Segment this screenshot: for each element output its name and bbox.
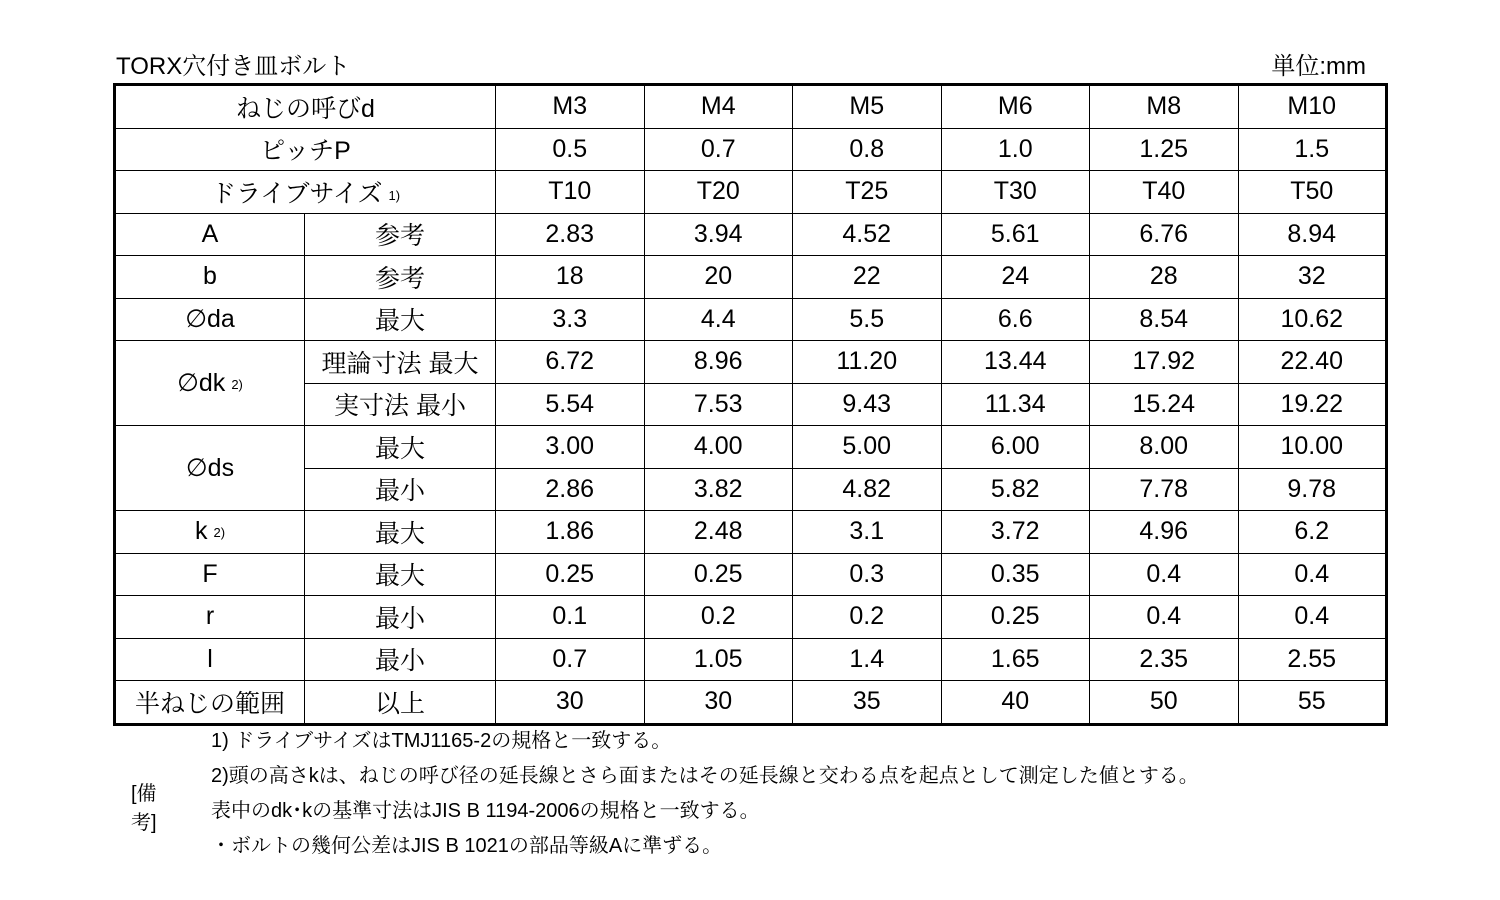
cell: 6.76 (1090, 213, 1239, 256)
cell: 0.4 (1090, 553, 1239, 596)
row-sublabel: 理論寸法 最大 (305, 341, 496, 384)
header-col: M3 (496, 85, 645, 129)
row-label: ∅ds (115, 426, 305, 511)
footnote-marker: 2) (231, 377, 243, 392)
cell: 3.82 (644, 468, 793, 511)
cell: 24 (941, 256, 1090, 299)
cell: 1.05 (644, 638, 793, 681)
cell: 32 (1238, 256, 1387, 299)
cell: 6.72 (496, 341, 645, 384)
cell: 20 (644, 256, 793, 299)
cell: 1.0 (941, 128, 1090, 171)
row-label (115, 511, 305, 554)
row-label: r (115, 596, 305, 639)
notes-label: [備考] (131, 783, 157, 834)
cell: 3.3 (496, 298, 645, 341)
row-sublabel: 最大 (305, 553, 496, 596)
cell: 7.53 (644, 383, 793, 426)
cell: 11.34 (941, 383, 1090, 426)
table-row (115, 213, 1387, 256)
table-row (115, 298, 1387, 341)
header-col: M5 (793, 85, 942, 129)
row-label: A (115, 213, 305, 256)
cell: 9.43 (793, 383, 942, 426)
note-line: 2)頭の高さkは、ねじの呼び径の延長線とさら面またはその延長線と交わる点を起点として測定した値とする。 (211, 765, 1199, 787)
cell: 0.25 (941, 596, 1090, 639)
note-line: 表中のdk･kの基準寸法はJIS B 1194-2006の規格と一致する。 (211, 800, 760, 822)
row-label: 半ねじの範囲 (115, 681, 305, 725)
cell: 5.54 (496, 383, 645, 426)
header-col: M8 (1090, 85, 1239, 129)
table-row (115, 511, 1387, 554)
cell: 30 (644, 681, 793, 725)
row-label-text: ∅dk (177, 369, 226, 397)
cell: 4.52 (793, 213, 942, 256)
cell: 2.35 (1090, 638, 1239, 681)
row-label: l (115, 638, 305, 681)
cell: T30 (941, 171, 1090, 214)
row-label: ピッチP (115, 128, 496, 171)
cell: 8.54 (1090, 298, 1239, 341)
cell: 2.48 (644, 511, 793, 554)
cell: 1.86 (496, 511, 645, 554)
cell: T20 (644, 171, 793, 214)
cell: T10 (496, 171, 645, 214)
cell: 0.25 (644, 553, 793, 596)
cell: 19.22 (1238, 383, 1387, 426)
note-line: 1) ドライブサイズはTMJ1165-2の規格と一致する。 (211, 730, 672, 752)
cell: 2.55 (1238, 638, 1387, 681)
cell: T50 (1238, 171, 1387, 214)
row-sublabel: 最小 (305, 638, 496, 681)
row-sublabel: 最小 (305, 596, 496, 639)
cell: 9.78 (1238, 468, 1387, 511)
cell: 4.82 (793, 468, 942, 511)
table-row (115, 681, 1387, 725)
cell: 17.92 (1090, 341, 1239, 384)
table-row (115, 426, 1387, 469)
cell: 6.00 (941, 426, 1090, 469)
spec-table (113, 83, 1388, 726)
row-sublabel: 最大 (305, 426, 496, 469)
cell: 0.25 (496, 553, 645, 596)
cell: 0.3 (793, 553, 942, 596)
cell: 8.00 (1090, 426, 1239, 469)
row-sublabel: 以上 (305, 681, 496, 725)
cell: 4.96 (1090, 511, 1239, 554)
header-col: M4 (644, 85, 793, 129)
footnote-marker: 1) (388, 187, 401, 203)
table-header-row (115, 85, 1387, 129)
row-label: F (115, 553, 305, 596)
cell: 3.72 (941, 511, 1090, 554)
cell: 0.35 (941, 553, 1090, 596)
cell: 10.00 (1238, 426, 1387, 469)
row-label-text: k (194, 517, 208, 546)
cell: 22 (793, 256, 942, 299)
row-sublabel: 実寸法 最小 (305, 383, 496, 426)
cell: 0.2 (644, 596, 793, 639)
header-col: M6 (941, 85, 1090, 129)
cell: 5.5 (793, 298, 942, 341)
cell: 30 (496, 681, 645, 725)
cell: 0.8 (793, 128, 942, 171)
cell: 6.2 (1238, 511, 1387, 554)
row-label-text: ドライブサイズ (210, 179, 383, 208)
row-sublabel: 参考 (305, 256, 496, 299)
row-sublabel: 最大 (305, 511, 496, 554)
cell: 4.00 (644, 426, 793, 469)
cell: T25 (793, 171, 942, 214)
row-sublabel: 最小 (305, 468, 496, 511)
table-row (115, 383, 1387, 426)
cell: 2.83 (496, 213, 645, 256)
cell: 35 (793, 681, 942, 725)
cell: 0.2 (793, 596, 942, 639)
cell: 11.20 (793, 341, 942, 384)
cell: 18 (496, 256, 645, 299)
note-line: ・ボルトの幾何公差はJIS B 1021の部品等級Aに準ずる。 (211, 835, 723, 857)
cell: 0.7 (644, 128, 793, 171)
header-col: M10 (1238, 85, 1387, 129)
footnote-marker: 2) (213, 525, 226, 541)
cell: 1.5 (1238, 128, 1387, 171)
table-row (115, 596, 1387, 639)
table-row (115, 638, 1387, 681)
cell: 5.82 (941, 468, 1090, 511)
row-label (115, 341, 305, 426)
cell: 2.86 (496, 468, 645, 511)
cell: 8.94 (1238, 213, 1387, 256)
cell: 6.6 (941, 298, 1090, 341)
cell: 40 (941, 681, 1090, 725)
table-row (115, 128, 1387, 171)
cell: 4.4 (644, 298, 793, 341)
cell: 50 (1090, 681, 1239, 725)
cell: 7.78 (1090, 468, 1239, 511)
cell: 1.4 (793, 638, 942, 681)
row-sublabel: 最大 (305, 298, 496, 341)
cell: 3.94 (644, 213, 793, 256)
cell: 3.1 (793, 511, 942, 554)
cell: 0.7 (496, 638, 645, 681)
header-label: ねじの呼びd (115, 85, 496, 129)
cell: 13.44 (941, 341, 1090, 384)
row-label (115, 171, 496, 214)
cell: 0.4 (1090, 596, 1239, 639)
cell: 0.1 (496, 596, 645, 639)
cell: 15.24 (1090, 383, 1239, 426)
unit-label: 単位:mm (1271, 53, 1366, 80)
cell: 1.65 (941, 638, 1090, 681)
row-label: b (115, 256, 305, 299)
cell: 10.62 (1238, 298, 1387, 341)
cell: 0.4 (1238, 596, 1387, 639)
cell: 3.00 (496, 426, 645, 469)
cell: 5.00 (793, 426, 942, 469)
table-row (115, 341, 1387, 384)
table-row (115, 171, 1387, 214)
page-title: TORX穴付き皿ボルト (116, 53, 351, 80)
cell: 22.40 (1238, 341, 1387, 384)
table-row (115, 553, 1387, 596)
cell: 5.61 (941, 213, 1090, 256)
cell: 8.96 (644, 341, 793, 384)
cell: 0.5 (496, 128, 645, 171)
cell: 1.25 (1090, 128, 1239, 171)
table-row (115, 468, 1387, 511)
table-row (115, 256, 1387, 299)
cell: 28 (1090, 256, 1239, 299)
cell: T40 (1090, 171, 1239, 214)
row-label: ∅da (115, 298, 305, 341)
cell: 55 (1238, 681, 1387, 725)
cell: 0.4 (1238, 553, 1387, 596)
row-sublabel: 参考 (305, 213, 496, 256)
